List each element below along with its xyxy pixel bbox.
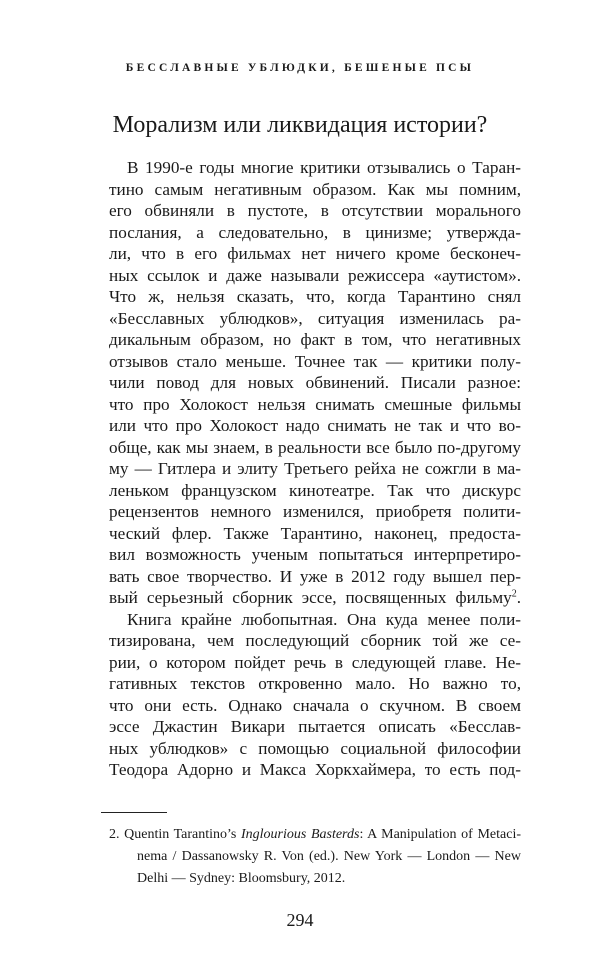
text-line: вать свое творчество. И уже в 2012 году вышел пер-: [109, 566, 521, 586]
text-line: ных ссылок и даже называли режиссера «аутистом».: [109, 265, 521, 285]
text-line: ли, что в его фильмах нет ничего кроме бесконеч-: [109, 244, 521, 263]
footnote-text: Quentin Tarantino’s: [124, 827, 241, 842]
text-line: гативных текстов откровенно мало. Но важно то,: [109, 674, 521, 693]
text-line: В 1990-е годы многие критики отзывались о Таран-: [127, 158, 521, 177]
text-line: его обвиняли в пустоте, в отсутствии морального: [109, 201, 521, 220]
text-line: чили повод для новых обвинений. Писали разное:: [109, 373, 521, 392]
text-line: ных ублюдков» с помощью социальной философии: [109, 738, 521, 758]
body-text: [109, 157, 521, 781]
text-line: рецензентов немного изменился, приобретя полити-: [109, 502, 521, 521]
text-line: послания, а следовательно, в цинизме; утвержда-: [109, 222, 521, 242]
footnote-line: [109, 824, 521, 846]
section-title: Морализм или ликвидация истории?: [112, 112, 488, 138]
text-line: рии, о котором пойдет речь в следующей главе. Не-: [109, 652, 521, 672]
text-line: вил возможность ученым попытаться интерпретиро-: [109, 545, 521, 564]
page-number: 294: [286, 910, 314, 930]
text-line: что про Холокост нельзя снимать смешные фильмы: [109, 394, 521, 414]
text-line: эссе Джастин Викари пытается описать «Бесслав-: [109, 717, 521, 736]
text-line: или что про Холокост надо снимать не так и что во-: [109, 416, 521, 435]
text-line: вый серьезный сборник эссе, посвященных фильму$^2$.: [109, 588, 521, 607]
text-line: тино самым негативным образом. Как мы помним,: [109, 179, 521, 199]
text-line: леньком французском кинотеатре. Так что дискурс: [109, 480, 521, 500]
text-line: отзывов стало меньше. Точнее так — критики полу-: [109, 351, 521, 371]
text-line: Что ж, нельзя сказать, что, когда Тарантино снял: [109, 287, 521, 306]
footnote-line: nema / Dassanowsky R. Von (ed.). New York — London — New: [137, 849, 521, 864]
footnote-text: : A Manipulation of Metaci-: [359, 827, 521, 842]
footnote-rule: [101, 812, 167, 813]
footnote: [109, 824, 521, 890]
running-head: БЕССЛАВНЫЕ УБЛЮДКИ, БЕШЕНЫЕ ПСЫ: [125, 62, 475, 74]
text-line: обще, как мы знаем, в реальности все было по-другому: [109, 437, 521, 457]
text-line: что они есть. Однако сначала о скучном. В своем: [109, 695, 521, 715]
text-line: му — Гитлера и элиту Третьего рейха не сожгли в ма-: [109, 459, 521, 478]
text-line: дикальным образом, но факт в том, что негативных: [109, 330, 521, 349]
text-line: ческий флер. Также Тарантино, наконец, предоста-: [109, 523, 521, 543]
footnote-line: Delhi — Sydney: Bloomsbury, 2012.: [137, 871, 346, 886]
text-line: «Бесславных ублюдков», ситуация изменилась ра-: [109, 308, 521, 328]
text-line: тизирована, чем последующий сборник той же се-: [109, 631, 521, 650]
footnote-book-title: Inglourious Basterds: [241, 827, 360, 842]
footnote-reference[interactable]: 2: [511, 588, 517, 600]
footnote-number: 2.: [109, 827, 120, 842]
text-line: Книга крайне любопытная. Она куда менее поли-: [127, 609, 521, 629]
text-line: Теодора Адорно и Макса Хоркхаймера, то есть под-: [109, 760, 521, 779]
